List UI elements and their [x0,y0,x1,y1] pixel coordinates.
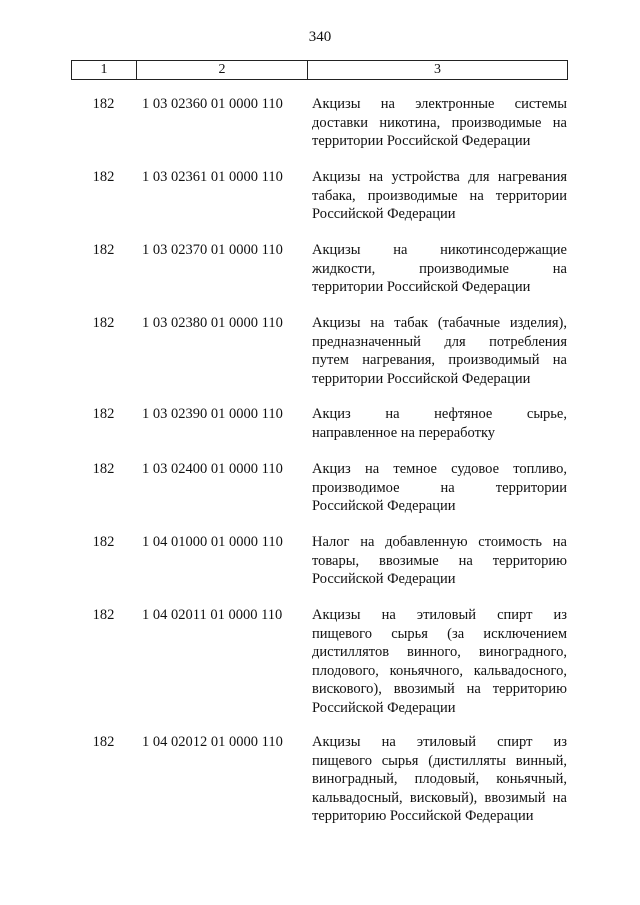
description-cell [312,460,567,516]
description-line: пищевого сырья (дистилляты винный, [312,752,567,769]
budget-code-cell: 1 03 02370 01 0000 110 [142,242,283,258]
description-cell [312,241,567,297]
admin-code-cell: 182 [92,461,115,477]
description-line: вискового), ввозимый на территорию [312,681,567,697]
description-cell [312,405,567,442]
description-line: виноградный, плодовый, коньячный, [312,771,567,787]
description-line: Акцизы на электронные системы [312,96,567,112]
description-line: территории Российской Федерации [312,133,531,149]
description-line: дистиллятов винного, виноградного, [312,644,567,660]
description-line: территории Российской Федерации [312,370,531,387]
admin-code-cell: 182 [92,734,115,750]
description-line: направленное на переработку [312,424,496,441]
description-line: кальвадосный, висковый), ввозимый на [312,789,567,806]
description-line: Российской Федерации [312,498,456,514]
admin-code-cell: 182 [92,406,115,422]
description-cell [312,606,567,717]
budget-code-cell: 1 03 02360 01 0000 110 [142,96,283,112]
description-line: производимое на территории [312,479,567,496]
admin-code-cell: 182 [92,96,115,112]
budget-code-cell: 1 03 02361 01 0000 110 [142,169,283,185]
budget-code-cell: 1 03 02390 01 0000 110 [142,406,283,422]
admin-code-cell: 182 [92,242,115,258]
description-line: доставки никотина, производимые на [312,114,567,131]
description-line: путем нагревания, производимый на [312,352,567,368]
description-cell [312,314,567,388]
budget-code-cell: 1 04 02011 01 0000 110 [142,607,283,623]
description-line: пищевого сырья (за исключением [312,625,567,642]
admin-code-cell: 182 [92,169,115,185]
table-header [71,60,568,80]
description-line: предназначенный для потребления [312,333,567,350]
admin-code-cell: 182 [92,534,115,550]
budget-code-cell: 1 03 02380 01 0000 110 [142,315,283,331]
budget-code-cell: 1 04 02012 01 0000 110 [142,734,283,750]
description-cell [312,95,567,151]
description-line: Акцизы на табак (табачные изделия), [312,315,567,331]
header-col-3: 3 [434,62,441,77]
page-number: 340 [308,29,332,45]
description-line: Российской Федерации [312,571,456,587]
description-line: Российской Федерации [312,699,456,716]
description-line: территорию Российской Федерации [312,808,534,824]
admin-code-cell: 182 [92,315,115,331]
description-line: Акцизы на этиловый спирт из [312,607,567,623]
description-line: Российской Федерации [312,206,456,222]
description-line: Акцизы на никотинсодержащие [312,242,567,258]
description-line: Акцизы на этиловый спирт из [312,734,567,750]
description-cell [312,533,567,589]
description-line: жидкости, производимые на [312,260,567,277]
description-line: территории Российской Федерации [312,279,531,295]
description-cell [312,168,567,224]
header-col-1: 1 [72,61,137,79]
description-line: Акциз на нефтяное сырье, [312,406,567,422]
description-line: Налог на добавленную стоимость на [312,534,567,550]
description-line: плодового, коньячного, кальвадосного, [312,662,567,679]
header-col-2: 2 [137,61,308,79]
description-cell [312,733,567,826]
description-line: Акциз на темное судовое топливо, [312,461,567,477]
budget-code-cell: 1 03 02400 01 0000 110 [142,461,283,477]
budget-code-cell: 1 04 01000 01 0000 110 [142,534,283,550]
description-line: Акцизы на устройства для нагревания [312,169,567,185]
description-line: табака, производимые на территории [312,187,567,204]
description-line: товары, ввозимые на территорию [312,552,567,569]
admin-code-cell: 182 [92,607,115,623]
